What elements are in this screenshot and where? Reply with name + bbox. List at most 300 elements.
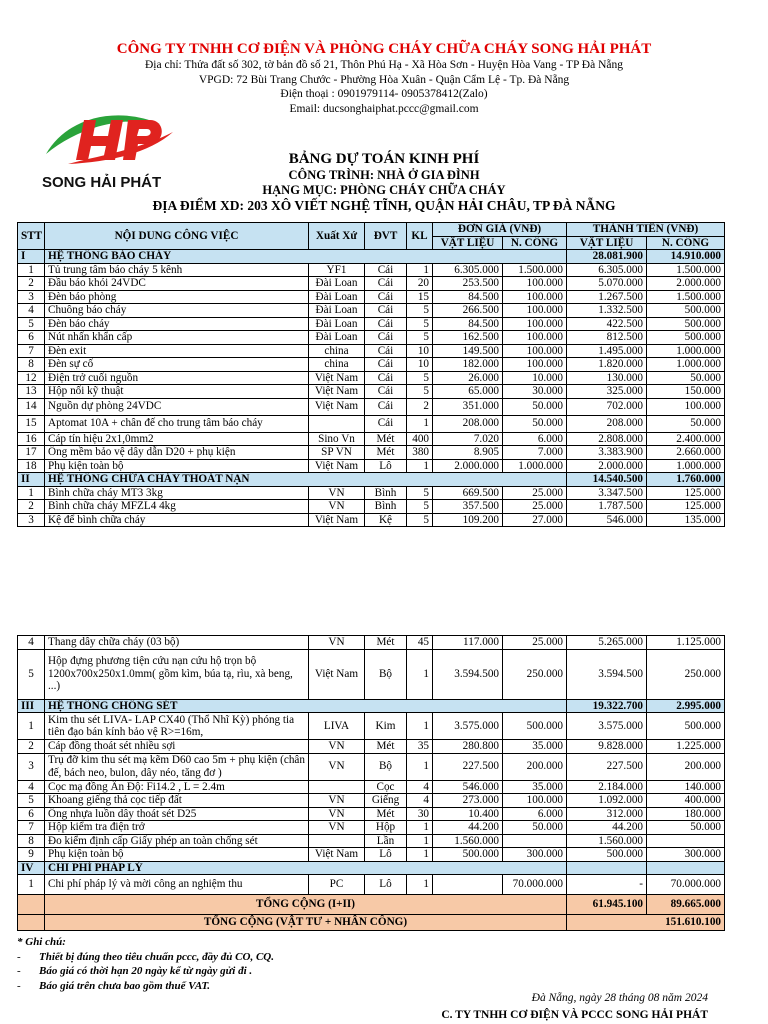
row-content: Nút nhấn khẩn cấp [45, 331, 309, 345]
row-price-material: 1.560.000 [433, 834, 503, 848]
row-qty: 5 [407, 513, 433, 527]
section-number: IV [18, 861, 45, 875]
row-total-material: - [567, 875, 647, 895]
section-material-total: 19.322.700 [567, 699, 647, 713]
table-row [18, 780, 725, 794]
table-row [18, 753, 725, 780]
table-row [18, 358, 725, 372]
row-stt: 9 [18, 848, 45, 862]
row-origin: Đài Loan [309, 331, 365, 345]
row-unit: Cái [365, 331, 407, 345]
notes-title: * Ghi chú: [17, 936, 66, 948]
row-qty: 1 [407, 821, 433, 835]
row-total-material: 6.305.000 [567, 263, 647, 277]
row-unit: Bộ [365, 649, 407, 699]
row-total-labor: 135.000 [647, 513, 725, 527]
signature-company: C. TY TNHH CƠ ĐIỆN VÀ PCCC SONG HẢI PHÁT [441, 1009, 708, 1021]
row-total-material: 208.000 [567, 415, 647, 432]
row-price-labor: 30.000 [503, 385, 567, 399]
row-stt: 15 [18, 415, 45, 432]
row-price-labor [503, 834, 567, 848]
row-content: Phụ kiện toàn bộ [45, 848, 309, 862]
row-stt: 3 [18, 290, 45, 304]
section-row [18, 250, 725, 264]
row-price-labor: 250.000 [503, 649, 567, 699]
row-total-material: 9.828.000 [567, 740, 647, 754]
header-material-total: VẬT LIỆU [567, 236, 647, 250]
row-total-labor: 2.660.000 [647, 446, 725, 460]
row-origin: SP VN [309, 446, 365, 460]
header-labor: N. CÔNG [503, 236, 567, 250]
row-content: Trụ đỡ kim thu sét mạ kẽm D60 cao 5m + phụ kiện (chân đế, bách neo, bulon, dây néo, tăng đơ ) [45, 753, 309, 780]
row-price-labor: 200.000 [503, 753, 567, 780]
row-total-material: 325.000 [567, 385, 647, 399]
row-total-material: 546.000 [567, 513, 647, 527]
row-origin: YF1 [309, 263, 365, 277]
row-price-material: 253.500 [433, 277, 503, 291]
row-total-labor: 50.000 [647, 415, 725, 432]
company-address: Địa chỉ: Thửa đất số 302, tờ bản đồ số 21, Thôn Phú Hạ - Xã Hòa Sơn - Huyện Hòa Vang - TP Đà Nẵng [144, 59, 623, 71]
location: ĐỊA ĐIỂM XD: 203 XÔ VIẾT NGHỆ TĨNH, QUẬN HẢI CHÂU, TP ĐÀ NẴNG [152, 198, 616, 213]
row-total-labor: 2.000.000 [647, 277, 725, 291]
row-price-labor: 70.000.000 [503, 875, 567, 895]
row-total-material: 2.184.000 [567, 780, 647, 794]
row-price-material: 280.800 [433, 740, 503, 754]
row-origin: Việt Nam [309, 513, 365, 527]
row-price-material: 109.200 [433, 513, 503, 527]
row-price-labor: 25.000 [503, 486, 567, 500]
header-origin: Xuất Xứ [309, 223, 365, 250]
row-unit: Cái [365, 415, 407, 432]
row-total-labor [647, 834, 725, 848]
row-qty: 4 [407, 794, 433, 808]
row-stt: 7 [18, 344, 45, 358]
row-qty: 35 [407, 740, 433, 754]
row-total-material: 2.808.000 [567, 432, 647, 446]
row-unit: Cái [365, 277, 407, 291]
grand-total-value: 151.610.100 [567, 915, 725, 931]
row-price-material: 65.000 [433, 385, 503, 399]
row-price-labor: 100.000 [503, 358, 567, 372]
row-content: Nguồn dự phòng 24VDC [45, 398, 309, 415]
row-content: Khoang giếng thả cọc tiếp đất [45, 794, 309, 808]
row-qty: 5 [407, 304, 433, 318]
row-origin: VN [309, 821, 365, 835]
row-price-material: 500.000 [433, 848, 503, 862]
row-price-labor: 100.000 [503, 304, 567, 318]
row-origin [309, 415, 365, 432]
table-row [18, 513, 725, 527]
row-content: Kim thu sét LIVA- LAP CX40 (Thổ Nhĩ Kỳ) phóng tia tiên đạo bán kính bảo vệ R>=16m, [45, 713, 309, 740]
row-price-material: 84.500 [433, 290, 503, 304]
notes [17, 935, 274, 993]
table-row [18, 636, 725, 650]
subtotal-row [18, 895, 725, 915]
row-origin: VN [309, 740, 365, 754]
row-unit: Cái [365, 344, 407, 358]
row-price-labor: 6.000 [503, 807, 567, 821]
row-unit: Cái [365, 304, 407, 318]
row-stt: 2 [18, 500, 45, 514]
row-unit: Mét [365, 432, 407, 446]
row-price-material: 149.500 [433, 344, 503, 358]
subtotal-blank [18, 895, 45, 915]
row-total-labor: 125.000 [647, 500, 725, 514]
table-row [18, 290, 725, 304]
section-labor-total [647, 861, 725, 875]
row-total-labor: 1.000.000 [647, 358, 725, 372]
table-row [18, 821, 725, 835]
row-origin: VN [309, 500, 365, 514]
row-unit: Mét [365, 446, 407, 460]
row-content: Đầu báo khói 24VDC [45, 277, 309, 291]
row-origin [309, 834, 365, 848]
row-content: Bình chữa cháy MFZL4 4kg [45, 500, 309, 514]
row-stt: 4 [18, 780, 45, 794]
row-price-labor: 100.000 [503, 331, 567, 345]
row-price-labor: 1.500.000 [503, 263, 567, 277]
row-total-labor: 1.000.000 [647, 344, 725, 358]
row-origin: Việt Nam [309, 848, 365, 862]
row-qty: 5 [407, 371, 433, 385]
row-unit: Hộp [365, 821, 407, 835]
row-stt: 1 [18, 713, 45, 740]
row-origin: Đài Loan [309, 277, 365, 291]
row-unit: Bộ [365, 753, 407, 780]
row-content: Hộp đựng phương tiện cứu nạn cứu hộ trọn bộ 1200x700x250x1.0mm( gồm kìm, búa tạ, rìu, xà beng, ...) [45, 649, 309, 699]
section-material-total: 14.540.500 [567, 473, 647, 487]
table-row [18, 432, 725, 446]
row-price-material: 117.000 [433, 636, 503, 650]
subtotal-material: 61.945.100 [567, 895, 647, 915]
row-origin: VN [309, 636, 365, 650]
row-total-labor: 500.000 [647, 331, 725, 345]
row-price-material: 44.200 [433, 821, 503, 835]
table-row [18, 500, 725, 514]
row-total-labor: 500.000 [647, 713, 725, 740]
row-content: Hộp nối kỹ thuật [45, 385, 309, 399]
header-qty: KL [407, 223, 433, 250]
row-stt: 17 [18, 446, 45, 460]
section-row [18, 699, 725, 713]
header-material: VẬT LIỆU [433, 236, 503, 250]
section-title: HỆ THỐNG CHỐNG SÉT [45, 699, 567, 713]
estimate-table-part1 [17, 222, 725, 527]
signature-block [441, 990, 708, 1024]
row-origin: VN [309, 807, 365, 821]
row-stt: 7 [18, 821, 45, 835]
table-body-part2 [18, 636, 725, 931]
row-qty: 5 [407, 486, 433, 500]
row-price-labor: 25.000 [503, 636, 567, 650]
row-origin: LIVA [309, 713, 365, 740]
row-stt: 14 [18, 398, 45, 415]
row-total-material: 5.265.000 [567, 636, 647, 650]
row-content: Đèn sự cố [45, 358, 309, 372]
table-row [18, 385, 725, 399]
row-origin: VN [309, 753, 365, 780]
row-price-material: 182.000 [433, 358, 503, 372]
row-total-material: 3.594.500 [567, 649, 647, 699]
row-unit: Bình [365, 486, 407, 500]
row-total-material: 3.383.900 [567, 446, 647, 460]
row-stt: 5 [18, 317, 45, 331]
row-stt: 5 [18, 794, 45, 808]
grand-total-blank [18, 915, 45, 931]
row-total-labor: 70.000.000 [647, 875, 725, 895]
row-stt: 1 [18, 263, 45, 277]
row-unit: Lần [365, 834, 407, 848]
row-stt: 12 [18, 371, 45, 385]
table-row [18, 848, 725, 862]
row-qty: 1 [407, 875, 433, 895]
row-total-material: 227.500 [567, 753, 647, 780]
row-price-material: 6.305.000 [433, 263, 503, 277]
row-unit: Lô [365, 459, 407, 473]
company-email: Email: ducsonghaiphat.pccc@gmail.com [289, 102, 479, 115]
table-row [18, 371, 725, 385]
section-material-total [567, 861, 647, 875]
row-price-labor: 1.000.000 [503, 459, 567, 473]
row-price-material: 351.000 [433, 398, 503, 415]
company-phone: Điện thoại : 0901979114- 0905378412(Zalo) [280, 88, 488, 100]
row-price-labor: 100.000 [503, 317, 567, 331]
row-stt: 2 [18, 740, 45, 754]
section-number: III [18, 699, 45, 713]
row-origin: PC [309, 875, 365, 895]
table-row [18, 834, 725, 848]
row-content: Thang dây chữa cháy (03 bộ) [45, 636, 309, 650]
row-content: Aptomat 10A + chân đế cho trung tâm báo cháy [45, 415, 309, 432]
header-unit-price: ĐƠN GIÁ (VNĐ) [433, 223, 567, 237]
row-total-material: 3.347.500 [567, 486, 647, 500]
row-content: Phụ kiện toàn bộ [45, 459, 309, 473]
row-price-labor: 100.000 [503, 290, 567, 304]
row-total-material: 1.787.500 [567, 500, 647, 514]
table-row [18, 263, 725, 277]
row-total-material: 3.575.000 [567, 713, 647, 740]
document-titles [0, 150, 768, 214]
row-unit: Cái [365, 398, 407, 415]
row-total-material: 1.332.500 [567, 304, 647, 318]
note-item: - Báo giá trên chưa bao gồm thuế VAT. [17, 979, 211, 992]
row-total-labor: 150.000 [647, 385, 725, 399]
row-origin: Việt Nam [309, 385, 365, 399]
row-price-material: 273.000 [433, 794, 503, 808]
header-content: NỘI DUNG CÔNG VIỆC [45, 223, 309, 250]
row-total-material: 812.500 [567, 331, 647, 345]
section-title: HỆ THỐNG CHỮA CHÁY THOÁT NẠN [45, 473, 567, 487]
row-unit: Mét [365, 636, 407, 650]
row-total-material: 422.500 [567, 317, 647, 331]
row-price-labor: 35.000 [503, 740, 567, 754]
row-unit: Cái [365, 358, 407, 372]
row-price-material: 546.000 [433, 780, 503, 794]
row-content: Đèn exit [45, 344, 309, 358]
category-name: HẠNG MỤC: PHÒNG CHÁY CHỮA CHÁY [262, 183, 506, 197]
row-origin: Đài Loan [309, 304, 365, 318]
row-origin [309, 780, 365, 794]
row-total-labor: 400.000 [647, 794, 725, 808]
row-qty: 1 [407, 649, 433, 699]
row-total-labor: 50.000 [647, 821, 725, 835]
table-row [18, 794, 725, 808]
row-total-labor: 250.000 [647, 649, 725, 699]
table-row [18, 277, 725, 291]
row-stt: 18 [18, 459, 45, 473]
row-stt: 6 [18, 331, 45, 345]
row-qty: 380 [407, 446, 433, 460]
row-content: Bình chữa cháy MT3 3kg [45, 486, 309, 500]
row-content: Tủ trung tâm báo cháy 5 kênh [45, 263, 309, 277]
row-unit: Cái [365, 290, 407, 304]
row-total-labor: 125.000 [647, 486, 725, 500]
signature-date: Đà Nẵng, ngày 28 tháng 08 năm 2024 [531, 992, 708, 1004]
row-total-labor: 180.000 [647, 807, 725, 821]
header-labor-total: N. CÔNG [647, 236, 725, 250]
row-price-material: 84.500 [433, 317, 503, 331]
table-row [18, 344, 725, 358]
row-unit: Cái [365, 317, 407, 331]
row-stt: 6 [18, 807, 45, 821]
row-price-material: 26.000 [433, 371, 503, 385]
row-unit: Mét [365, 807, 407, 821]
row-unit: Cái [365, 385, 407, 399]
row-stt: 16 [18, 432, 45, 446]
row-qty: 10 [407, 358, 433, 372]
row-unit: Giếng [365, 794, 407, 808]
row-content: Điện trở cuối nguồn [45, 371, 309, 385]
row-qty: 1 [407, 753, 433, 780]
row-stt: 4 [18, 636, 45, 650]
row-total-labor: 1.500.000 [647, 263, 725, 277]
row-stt: 1 [18, 875, 45, 895]
row-qty: 1 [407, 415, 433, 432]
row-qty: 15 [407, 290, 433, 304]
row-content: Đo kiểm định cấp Giấy phép an toàn chống sét [45, 834, 309, 848]
row-total-labor: 100.000 [647, 398, 725, 415]
row-price-labor: 50.000 [503, 398, 567, 415]
row-total-material: 1.092.000 [567, 794, 647, 808]
table-row [18, 459, 725, 473]
row-price-labor: 50.000 [503, 821, 567, 835]
row-price-labor: 500.000 [503, 713, 567, 740]
row-total-material: 1.267.500 [567, 290, 647, 304]
table-row [18, 649, 725, 699]
subtotal-labor: 89.665.000 [647, 895, 725, 915]
row-price-material: 3.575.000 [433, 713, 503, 740]
row-price-labor: 100.000 [503, 277, 567, 291]
row-content: Cáp tín hiệu 2x1,0mm2 [45, 432, 309, 446]
note-item: - Báo giá có thời hạn 20 ngày kể từ ngày gửi đi . [17, 965, 253, 977]
row-total-material: 1.820.000 [567, 358, 647, 372]
row-content: Kệ để bình chữa cháy [45, 513, 309, 527]
row-origin: Việt Nam [309, 649, 365, 699]
row-origin: Sino Vn [309, 432, 365, 446]
row-qty: 400 [407, 432, 433, 446]
row-origin: Việt Nam [309, 371, 365, 385]
row-unit: Bình [365, 500, 407, 514]
row-qty: 30 [407, 807, 433, 821]
row-unit: Kệ [365, 513, 407, 527]
row-qty: 5 [407, 500, 433, 514]
row-content: Ống mềm bảo vệ dây dẫn D20 + phụ kiện [45, 446, 309, 460]
row-price-material: 8.905 [433, 446, 503, 460]
row-price-material: 7.020 [433, 432, 503, 446]
row-stt: 3 [18, 513, 45, 527]
row-price-labor: 6.000 [503, 432, 567, 446]
row-total-material: 2.000.000 [567, 459, 647, 473]
row-price-material: 10.400 [433, 807, 503, 821]
row-content: Ống nhựa luồn dây thoát sét D25 [45, 807, 309, 821]
row-unit: Kim [365, 713, 407, 740]
row-total-material: 44.200 [567, 821, 647, 835]
row-total-material: 5.070.000 [567, 277, 647, 291]
row-price-material [433, 875, 503, 895]
section-title: HỆ THỐNG BÁO CHÁY [45, 250, 567, 264]
table-body-part1 [18, 250, 725, 527]
table-row [18, 331, 725, 345]
row-price-material: 2.000.000 [433, 459, 503, 473]
row-total-labor: 140.000 [647, 780, 725, 794]
row-unit: Lô [365, 875, 407, 895]
row-price-material: 266.500 [433, 304, 503, 318]
row-unit: Cái [365, 371, 407, 385]
row-origin: china [309, 358, 365, 372]
document-title: BẢNG DỰ TOÁN KINH PHÍ [288, 151, 480, 167]
row-price-labor: 7.000 [503, 446, 567, 460]
row-origin: Việt Nam [309, 459, 365, 473]
row-content: Chuông báo cháy [45, 304, 309, 318]
estimate-table-part2 [17, 635, 725, 931]
row-stt: 8 [18, 358, 45, 372]
row-qty: 1 [407, 834, 433, 848]
row-total-material: 1.495.000 [567, 344, 647, 358]
project-name: CÔNG TRÌNH: NHÀ Ở GIA ĐÌNH [288, 168, 480, 182]
row-price-material: 208.000 [433, 415, 503, 432]
grand-total-row [18, 915, 725, 931]
table-row [18, 415, 725, 432]
row-price-material: 227.500 [433, 753, 503, 780]
row-unit: Mét [365, 740, 407, 754]
section-number: II [18, 473, 45, 487]
header-unit: ĐVT [365, 223, 407, 250]
row-price-labor: 100.000 [503, 794, 567, 808]
row-stt: 2 [18, 277, 45, 291]
table-row [18, 446, 725, 460]
section-labor-total: 2.995.000 [647, 699, 725, 713]
row-origin: VN [309, 794, 365, 808]
row-qty: 1 [407, 459, 433, 473]
row-total-labor: 500.000 [647, 317, 725, 331]
row-qty: 5 [407, 385, 433, 399]
row-total-labor: 50.000 [647, 371, 725, 385]
row-qty: 5 [407, 331, 433, 345]
header-stt: STT [18, 223, 45, 250]
row-qty: 1 [407, 263, 433, 277]
row-price-material: 357.500 [433, 500, 503, 514]
row-total-labor: 1.500.000 [647, 290, 725, 304]
row-price-labor: 10.000 [503, 371, 567, 385]
table-row [18, 317, 725, 331]
section-row [18, 861, 725, 875]
row-price-material: 669.500 [433, 486, 503, 500]
row-origin: china [309, 344, 365, 358]
section-labor-total: 1.760.000 [647, 473, 725, 487]
row-total-labor: 2.400.000 [647, 432, 725, 446]
section-number: I [18, 250, 45, 264]
row-total-labor: 500.000 [647, 304, 725, 318]
